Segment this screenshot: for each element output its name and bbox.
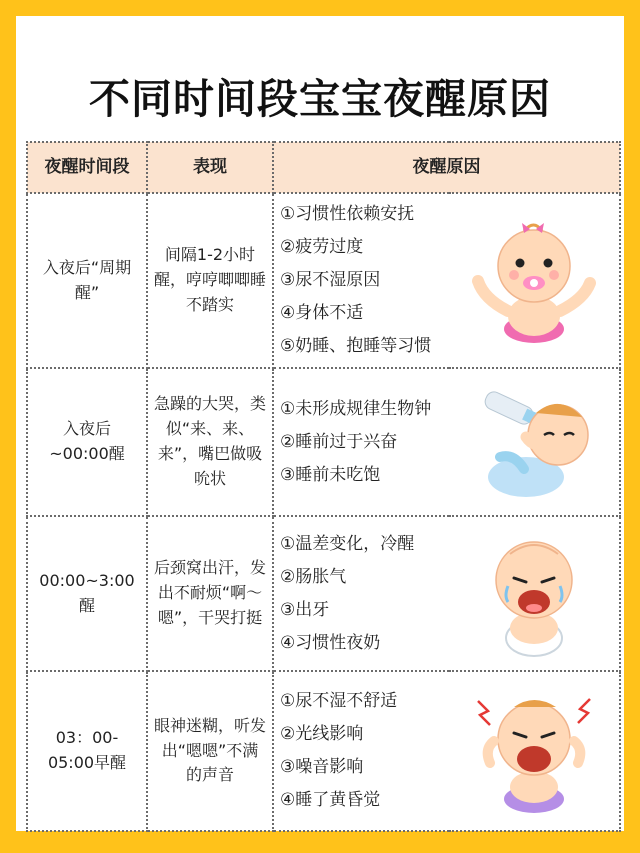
illustration-cell (449, 193, 620, 368)
reason-item: ①未形成规律生物钟 (280, 398, 432, 419)
table-row (27, 368, 620, 516)
baby-bottle-icon (464, 377, 604, 507)
night-waking-table (26, 141, 621, 832)
reason-item: ②光线影响 (280, 724, 364, 744)
time-cell (27, 516, 147, 671)
time-text: 00:00~3:00醒 (39, 570, 135, 615)
time-text: 入夜后~00:00醒 (49, 419, 125, 463)
reason-item: ⑤奶睡、抱睡等习惯 (280, 336, 432, 356)
reason-cell (273, 193, 449, 368)
time-cell (27, 368, 147, 516)
show-cell (147, 671, 273, 831)
reason-item: ③噪音影响 (280, 757, 364, 777)
reason-item: ①温差变化，冷醒 (280, 533, 415, 554)
show-text: 急躁的大哭，类似“来、来、来”，嘴巴做吸吮状 (154, 394, 267, 488)
reason-cell (273, 368, 449, 516)
table-row (27, 193, 620, 368)
reason-item: ③出牙 (280, 599, 330, 620)
baby-crying-icon (464, 524, 604, 664)
reason-cell (273, 671, 449, 831)
table-row (27, 671, 620, 831)
illustration-cell (449, 368, 620, 516)
header-reason: 夜醒原因 (273, 142, 620, 193)
time-cell (27, 193, 147, 368)
reason-item: ①尿不湿不舒适 (280, 691, 398, 711)
reason-item: ④睡了黄昏觉 (280, 790, 381, 810)
show-cell (147, 368, 273, 516)
reason-item: ②肠胀气 (280, 566, 347, 587)
show-text: 后颈窝出汗，发出不耐烦“啊～嗯”，干哭打挺 (154, 558, 267, 627)
page-title: 不同时间段宝宝夜醒原因 (89, 75, 551, 123)
time-cell (27, 671, 147, 831)
reason-item: ①习惯性依赖安抚 (280, 204, 415, 224)
show-text: 间隔1-2小时醒，哼哼唧唧睡不踏实 (154, 245, 267, 314)
reason-item: ②疲劳过度 (280, 237, 364, 257)
time-text: 03：00-05:00早醒 (47, 728, 127, 772)
reason-item: ②睡前过于兴奋 (280, 431, 398, 452)
table-header-row (27, 142, 620, 193)
show-text: 眼神迷糊，听发出“嗯嗯”不满的声音 (154, 715, 267, 785)
reason-item: ③睡前未吃饱 (280, 464, 381, 485)
reason-item: ④习惯性夜奶 (280, 632, 381, 653)
baby-screaming-icon (464, 681, 604, 821)
reason-cell (273, 516, 449, 671)
header-show: 表现 (147, 142, 273, 193)
reason-item: ③尿不湿原因 (280, 270, 381, 290)
table-row (27, 516, 620, 671)
header-time: 夜醒时间段 (27, 142, 147, 193)
time-text: 入夜后“周期醒” (42, 257, 132, 302)
show-cell (147, 516, 273, 671)
illustration-cell (449, 516, 620, 671)
reason-item: ④身体不适 (280, 303, 364, 323)
show-cell (147, 193, 273, 368)
illustration-cell (449, 671, 620, 831)
baby-pacifier-icon (464, 211, 604, 351)
